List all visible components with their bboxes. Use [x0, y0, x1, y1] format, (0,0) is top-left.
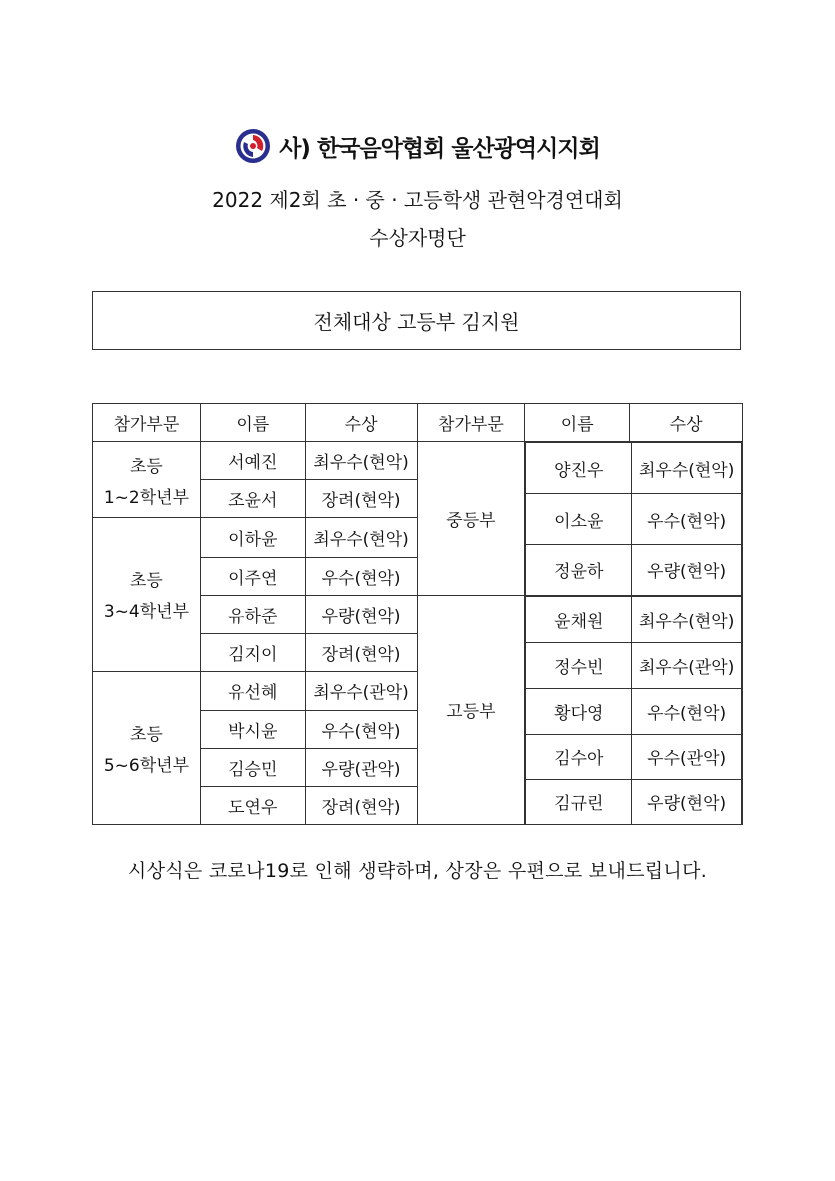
middle-entries — [525, 442, 743, 596]
name-cell: 이주연 — [200, 557, 305, 595]
division-cell: 고등부 — [417, 595, 525, 825]
award-cell: 최우수(현악) — [305, 518, 417, 558]
name-cell: 황다영 — [526, 688, 632, 734]
division-cell: 초등 3~4학년부 — [93, 518, 201, 672]
award-cell: 우량(관악) — [305, 749, 417, 787]
name-cell: 조윤서 — [200, 480, 305, 518]
name-cell: 서예진 — [200, 442, 305, 480]
award-cell: 최우수(관악) — [632, 642, 742, 688]
header-name: 이름 — [525, 404, 630, 442]
award-cell: 우수(현악) — [305, 557, 417, 595]
header-name: 이름 — [200, 404, 305, 442]
name-cell: 양진우 — [526, 443, 632, 494]
awards-table — [92, 403, 743, 825]
org-name: 사) 한국음악협회 울산광역시지회 — [279, 135, 600, 162]
award-cell: 우수(현악) — [305, 711, 417, 749]
document-header — [0, 126, 835, 166]
award-cell: 우수(현악) — [632, 688, 742, 734]
award-cell: 우량(현악) — [632, 545, 742, 595]
ceremony-notice: 시상식은 코로나19로 인해 생략하며, 상장은 우편으로 보내드립니다. — [127, 860, 708, 882]
name-cell: 이소윤 — [526, 494, 632, 545]
name-cell: 이하윤 — [200, 518, 305, 558]
grand-prize-box — [92, 291, 741, 350]
award-cell: 우수(현악) — [632, 494, 742, 545]
table-row — [93, 442, 743, 480]
award-cell: 장려(현악) — [305, 633, 417, 671]
table-header-row — [93, 404, 743, 442]
high-entries — [525, 595, 743, 825]
name-cell: 유선혜 — [200, 671, 305, 711]
header-division: 참가부문 — [417, 404, 525, 442]
division-cell: 중등부 — [417, 442, 525, 596]
division-cell: 초등 5~6학년부 — [93, 671, 201, 825]
name-cell: 정수빈 — [526, 642, 632, 688]
header-award: 수상 — [305, 404, 417, 442]
award-cell: 최우수(현악) — [632, 443, 742, 494]
name-cell: 김승민 — [200, 749, 305, 787]
competition-title: 2022 제2회 초 · 중 · 고등학생 관현악경연대회 — [212, 188, 623, 212]
award-cell: 최우수(현악) — [305, 442, 417, 480]
award-cell: 우량(현악) — [305, 595, 417, 633]
award-cell: 최우수(현악) — [632, 596, 742, 642]
name-cell: 정윤하 — [526, 545, 632, 595]
award-cell: 우수(관악) — [632, 734, 742, 779]
name-cell: 윤채원 — [526, 596, 632, 642]
award-cell: 장려(현악) — [305, 480, 417, 518]
award-cell: 우량(현악) — [632, 779, 742, 824]
winners-list-title: 수상자명단 — [369, 226, 466, 250]
grand-prize-text: 전체대상 고등부 김지원 — [313, 310, 520, 334]
division-cell: 초등 1~2학년부 — [93, 442, 201, 518]
name-cell: 유하준 — [200, 595, 305, 633]
award-cell: 최우수(관악) — [305, 671, 417, 711]
name-cell: 박시윤 — [200, 711, 305, 749]
association-seal-icon — [235, 128, 271, 164]
header-division: 참가부문 — [93, 404, 201, 442]
award-cell: 장려(현악) — [305, 787, 417, 825]
name-cell: 김수아 — [526, 734, 632, 779]
name-cell: 김규린 — [526, 779, 632, 824]
name-cell: 김지이 — [200, 633, 305, 671]
name-cell: 도연우 — [200, 787, 305, 825]
header-award: 수상 — [630, 404, 743, 442]
